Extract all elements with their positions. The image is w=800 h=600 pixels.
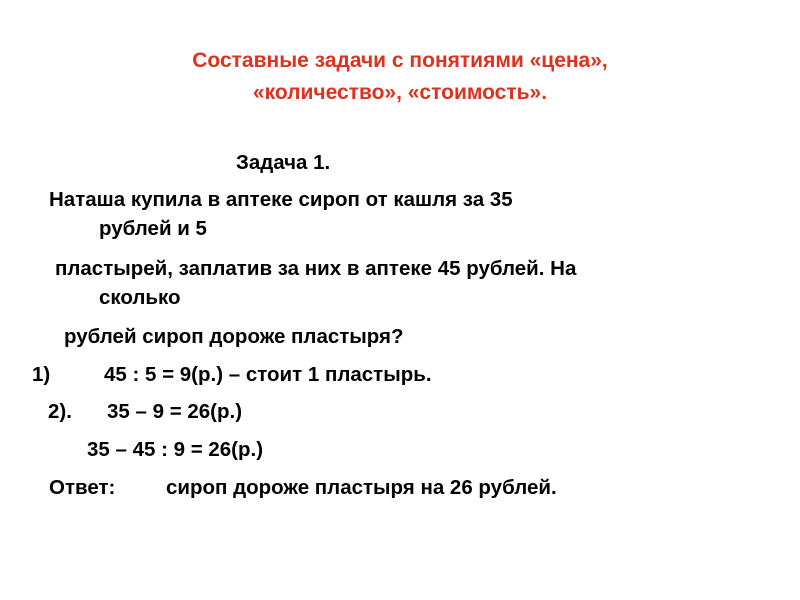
- problem-line-4: сколько: [99, 286, 181, 309]
- task-heading: Задача 1.: [236, 151, 331, 174]
- solution-step2-text: 35 – 9 = 26(р.): [107, 400, 243, 423]
- answer-text: сироп дороже пластыря на 26 рублей.: [166, 476, 557, 499]
- problem-line-2: рублей и 5: [99, 217, 207, 240]
- slide-title-line1: Составные задачи с понятиями «цена»,: [192, 49, 608, 72]
- solution-step2-number: 2).: [48, 400, 72, 423]
- answer-label: Ответ:: [49, 476, 116, 499]
- problem-line-5: рублей сироп дороже пластыря?: [64, 325, 404, 348]
- problem-line-1: Наташа купила в аптеке сироп от кашля за 35: [49, 188, 513, 211]
- solution-combined-expression: 35 – 45 : 9 = 26(р.): [87, 438, 264, 461]
- problem-line-3: пластырей, заплатив за них в аптеке 45 рублей. На: [55, 257, 577, 280]
- solution-step1-number: 1): [32, 363, 51, 386]
- slide-title-line2: «количество», «стоимость».: [252, 81, 548, 104]
- solution-step1-text: 45 : 5 = 9(р.) – стоит 1 пластырь.: [104, 363, 432, 386]
